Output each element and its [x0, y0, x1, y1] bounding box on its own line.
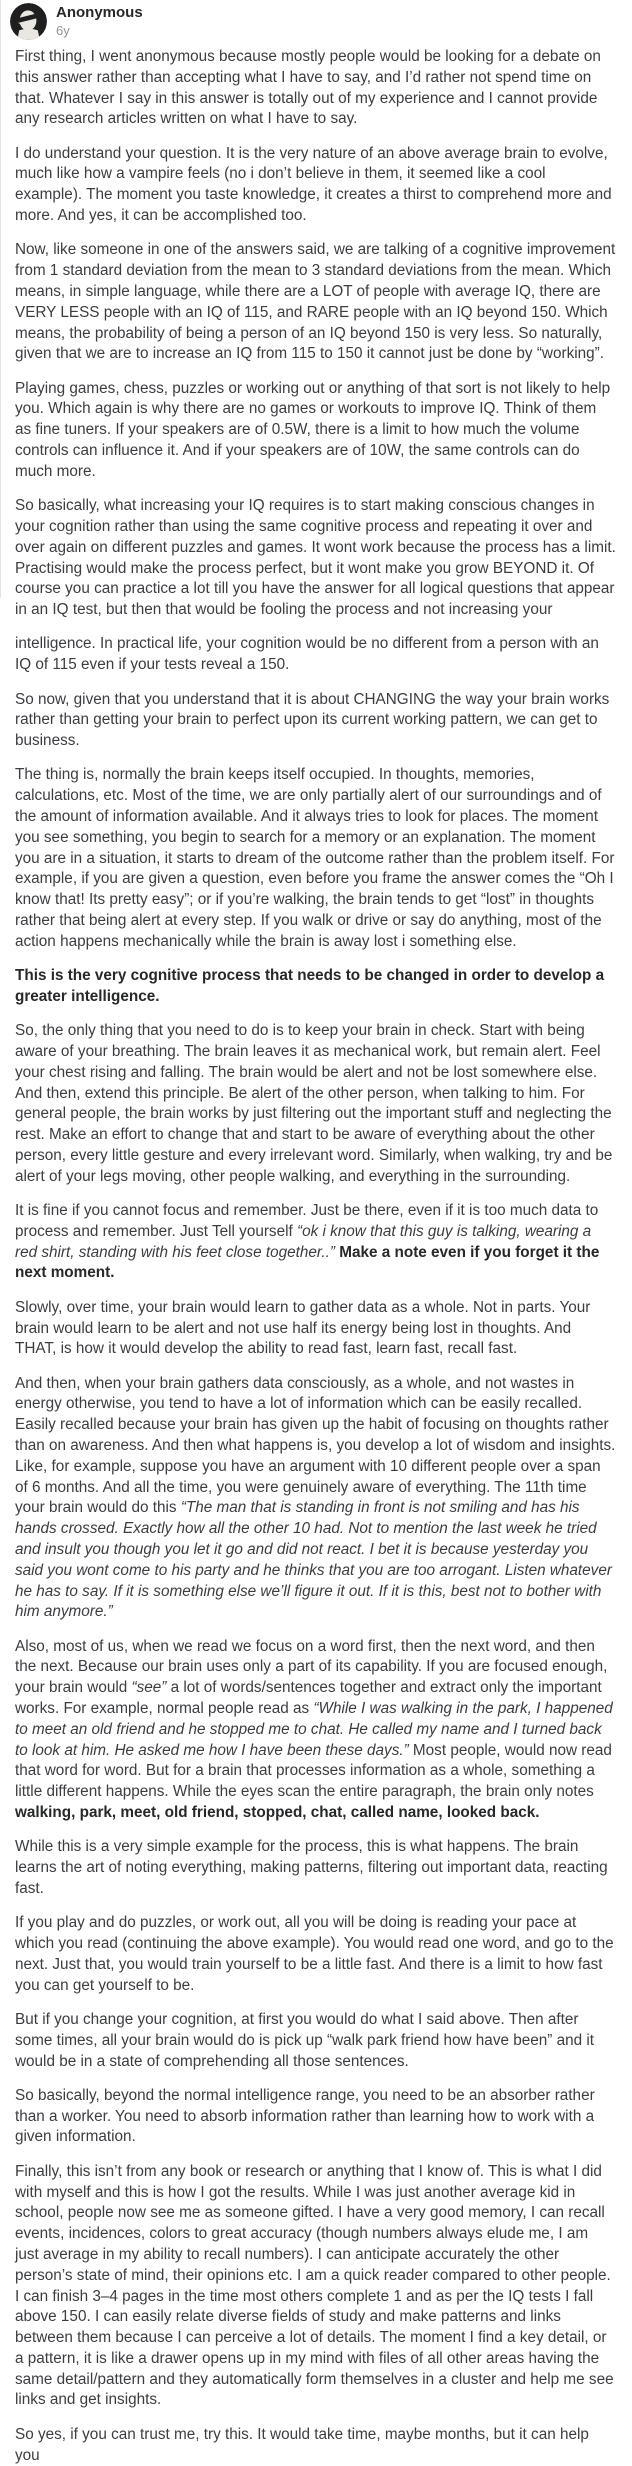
paragraph: [15, 1913, 616, 1996]
text-run: Also, most of us, when we read we focus on a word first, then the next word, and then the next. Because our brain uses only a part of its capability. If you are focused enough, your brain would: [15, 1637, 608, 1697]
screenshot-seam-border: [0, 0, 1, 598]
text-run: walking, park, meet, old friend, stopped, chat, called name, looked back.: [15, 1804, 540, 1822]
post-header: [0, 0, 632, 44]
paragraph: [15, 144, 616, 227]
text-run: “The man that is standing in front is not smiling and has his hands crossed. Exactly how all the other 10 had. Not to mention the last week he tried and insult you though you let it go and did not react. I bet it is because yesterday you said you wont come to his party and he thinks that you are too arrogant. Listen whatever he has to say. If it is something else we’ll figure it out. If it is this, best not to bother with him anymore.”: [15, 1499, 612, 1621]
text-run: “see”: [131, 1679, 167, 1697]
text-run: The thing is, normally the brain keeps itself occupied. In thoughts, memories, calculations, etc. Most of the time, we are only partially alert of our surroundings and of the amount of information available. And it always tries to look for places. The moment you see something, you begin to search for a memory or an explanation. The moment you are in a situation, it starts to dream of the outcome rather than the problem itself. For example, if you are given a question, even before you frame the answer comes the “Oh I know that! Its pretty easy”; or if you’re walking, the brain tends to get “lost” in thoughts rather that being alert at every step. If you walk or drive or say do anything, most of the action happens mechanically while the brain is away lost i something else.: [15, 766, 615, 950]
text-run: Playing games, chess, puzzles or working out or anything of that sort is not likely to help you. Which again is why there are no games or workouts to improve IQ. Think of them as fine tuners. If your speakers are of 0.5W, there is a limit to how much the volume controls can influence it. And if your speakers are of 10W, the same controls can do much more.: [15, 379, 611, 480]
paragraph: [15, 379, 616, 483]
text-run: Make a note even if you forget it the next moment.: [15, 1243, 600, 1282]
paragraph: [15, 2086, 616, 2148]
text-run: Now, like someone in one of the answers said, we are talking of a cognitive improvement from 1 standard deviation from the mean to 3 standard deviations from the mean. Which means, in simple language, while there are a LOT of people with average IQ, there are VERY LESS people with an IQ of 115, and RARE people with an IQ beyond 150. Which means, the probability of being a person of an IQ beyond 150 is very less. So naturally, given that we are to increase an IQ from 115 to 150 it cannot just be done by “working”.: [15, 241, 616, 363]
paragraph: [15, 1374, 616, 1624]
text-run: I do understand your question. It is the very nature of an above average brain to evolve, much like how a vampire feels (no i don’t believe in them, it seemed like a cool example). The moment you taste knowledge, it creates a thirst to comprehend more and more. And yes, it can be accomplished too.: [15, 144, 612, 225]
author-meta: [56, 3, 143, 40]
text-run: If you play and do puzzles, or work out, all you will be doing is reading your pace at which you read (continuing the above example). You would read one word, and go to the next. Just that, you would train yourself to be a little fast. And there is a limit to how fast you can get yourself to be.: [15, 1914, 614, 1994]
paragraph: [15, 496, 616, 621]
post-timestamp-link[interactable]: 6y: [56, 23, 70, 38]
paragraph: [15, 2425, 616, 2466]
paragraph: [15, 2162, 616, 2412]
author-name: Anonymous: [56, 4, 143, 21]
text-run: So now, given that you understand that it is about CHANGING the way your brain works rather than getting your brain to perfect upon its current working pattern, we can get to business.: [15, 690, 610, 750]
paragraph: [15, 1021, 616, 1187]
text-run: But if you change your cognition, at first you would do what I said above. Then after some times, all your brain would do is pick up “walk park friend how have been” and it would be in a state of comprehending all those sentences.: [15, 2010, 595, 2070]
paragraph: [15, 634, 616, 676]
paragraph: [15, 1837, 616, 1899]
text-run: Most people, would now read that word for word. But for a brain that processes information as a whole, something a little different happens. While the eyes scan the entire paragraph, the brain only notes: [15, 1741, 612, 1801]
paragraph: [15, 2010, 616, 2072]
paragraph: [15, 1298, 616, 1360]
text-run: “ok i know that this guy is talking, wearing a red shirt, standing with his feet close together..”: [15, 1222, 592, 1261]
answer-body: [0, 44, 632, 2466]
text-run: Finally, this isn’t from any book or research or anything that I know of. This is what I did with myself and this is how I got the results. While I was just another average kid in school, people now see me as someone gifted. I have a very good memory, I can recall events, incidences, colors to great accuracy (though numbers always elude me, I am just average in my ability to recall numbers). I can anticipate accurately the other person’s state of mind, their opinions etc. I am a quick reader compared to other people. I can finish 3–4 pages in the time most others complete 1 and as per the IQ tests I fall above 150. I can easily relate diverse fields of study and make patterns and links between them because I can perceive a lot of details. The moment I find a key detail, or a pattern, it is like a drawer opens up in my mind with files of all other areas having the same detail/pattern and they automatically form themselves in a cluster and help me see links and get insights.: [15, 2162, 614, 2409]
anonymous-avatar-icon: [10, 3, 47, 40]
paragraph: [15, 690, 616, 752]
text-run: So yes, if you can trust me, try this. It would take time, maybe months, but it can help you: [15, 2425, 589, 2464]
text-run: So basically, beyond the normal intelligence range, you need to be an absorber rather than a worker. You need to absorb information rather than learning how to work with a given information.: [15, 2086, 595, 2146]
text-run: This is the very cognitive process that needs to be changed in order to develop a greater intelligence.: [15, 967, 605, 1005]
text-run: So basically, what increasing your IQ requires is to start making conscious changes in your cognition rather than using the same cognitive process and repeating it over and over again on different puzzles and games. It wont work because the process has a limit. Practising would make the process perfect, but it wont make you grow BEYOND it. Of course you can practice a lot till you have the answer for all logical questions that appear in an IQ test, but then that would be fooling the process and not increasing your: [15, 497, 616, 619]
text-run: And then, when your brain gathers data consciously, as a whole, and not wastes in energy otherwise, you tend to have a lot of information which can be easily recalled. Easily recalled because your brain has given up the habit of focusing on thoughts rather than on awareness. And then what happens is, you develop a lot of wisdom and insights. Like, for example, suppose you have an argument with 10 different people over a span of 6 months. And all the time, you were genuinely aware of everything. The 11th time your brain would do this: [15, 1374, 616, 1517]
paragraph: [15, 47, 616, 130]
paragraph: [15, 240, 616, 365]
text-run: Slowly, over time, your brain would learn to gather data as a whole. Not in parts. Your brain would learn to be alert and not use half its energy being lost in thoughts. And THAT, is how it would develop the ability to read fast, learn fast, recall fast.: [15, 1298, 591, 1358]
text-run: While this is a very simple example for the process, this is what happens. The brain learns the art of noting everything, making patterns, filtering out important data, reacting fast.: [15, 1838, 608, 1897]
text-run: intelligence. In practical life, your cognition would be no different from a person with an IQ of 115 even if your tests reveal a 150.: [15, 635, 599, 674]
text-run: So, the only thing that you need to do is to keep your brain in check. Start with being aware of your breathing. The brain leaves it as mechanical work, but remain alert. Feel your chest rising and falling. The brain would be alert and not be lost somewhere else. And then, extend this principle. Be alert of the other person, when talking to him. For general people, the brain works by just filtering out the important stuff and neglecting the rest. Make an effort to change that and start to be aware of everything about the other person, every little gesture and every irrelevant word. Similarly, when walking, try and be alert of your legs moving, other people walking, and everything in the surrounding.: [15, 1022, 613, 1185]
text-run: “While I was walking in the park, I happened to meet an old friend and he stopped me to chat. He called my name and I turned back to look at him. He asked me how I have been these days.”: [15, 1700, 613, 1759]
paragraph: [15, 966, 616, 1008]
paragraph: [15, 1201, 616, 1284]
text-run: a lot of words/sentences together and extract only the important works. For example, normal people read as: [15, 1679, 602, 1718]
paragraph: [15, 765, 616, 952]
text-run: First thing, I went anonymous because mostly people would be looking for a debate on this answer rather than accepting what I have to say, and I’d rather not spend time on that. Whatever I say in this answer is totally out of my experience and I cannot provide any research articles written on what I have to say.: [15, 48, 601, 128]
paragraph: [15, 1637, 616, 1824]
text-run: It is fine if you cannot focus and remember. Just be there, even if it is too much data to process and remember. Just Tell yourself: [15, 1202, 599, 1240]
